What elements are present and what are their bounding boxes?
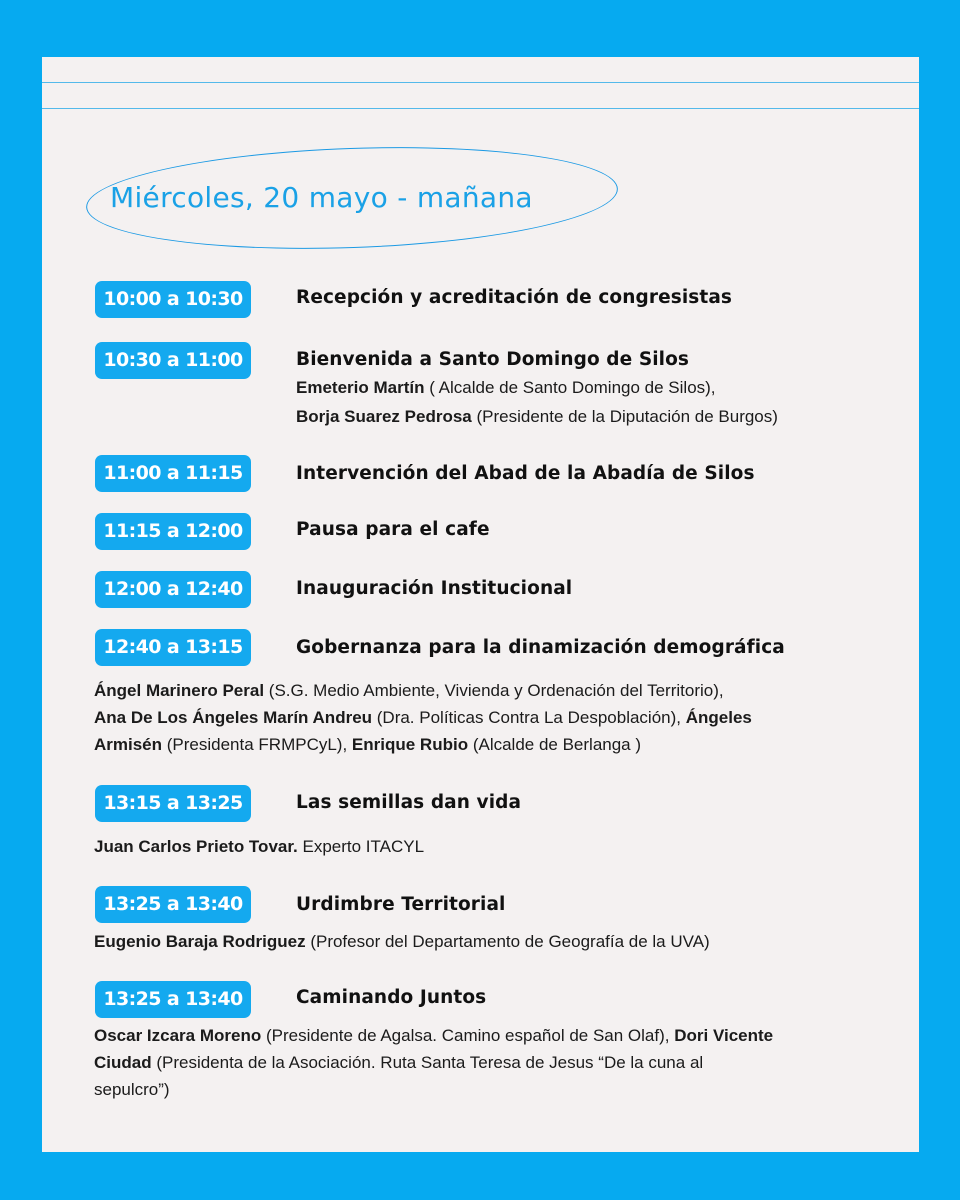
session-title: Caminando Juntos [296,987,487,1008]
speaker-role: (Dra. Políticas Contra La Despoblación), [372,708,686,727]
session-title: Intervención del Abad de la Abadía de Silos [296,463,755,484]
time-badge: 10:30 a 11:00 [95,342,251,379]
speaker-name: Eugenio Baraja Rodriguez [94,932,306,951]
speaker-line [94,834,424,860]
session-title: Inauguración Institucional [296,578,573,599]
speaker-role: (Profesor del Departamento de Geografía de la UVA) [305,932,710,951]
time-badge: 12:00 a 12:40 [95,571,251,608]
session-title: Pausa para el cafe [296,519,490,540]
time-badge: 11:15 a 12:00 [95,513,251,550]
session-title: Recepción y acreditación de congresistas [296,287,733,308]
second-divider [42,108,919,109]
speaker-name: Enrique Rubio [351,735,469,754]
speaker-name: Oscar Izcara Moreno [94,1026,262,1045]
top-divider [42,82,919,83]
time-badge: 12:40 a 13:15 [95,629,251,666]
session-title: Las semillas dan vida [296,792,522,813]
session-title: Urdimbre Territorial [296,894,506,915]
session-title: Gobernanza para la dinamización demográfica [296,637,785,658]
speaker-name: Armisén [94,735,163,754]
speaker-line [94,732,641,758]
speaker-line [94,678,724,704]
time-badge: 13:25 a 13:40 [95,981,251,1018]
speaker-role: (Presidente de Agalsa. Camino español de San Olaf), [261,1026,675,1045]
time-badge: 13:15 a 13:25 [95,785,251,822]
speaker-line [94,1023,773,1049]
speaker-role: (Presidente de la Diputación de Burgos) [471,407,778,426]
speaker-line [94,1050,703,1076]
speaker-line [94,1077,170,1103]
speaker-name: Juan Carlos Prieto Tovar. [94,837,298,856]
speaker-name: Dori Vicente [674,1026,774,1045]
speaker-role: (Alcalde de Berlanga ) [468,735,642,754]
speaker-role: (Presidenta FRMPCyL), [162,735,352,754]
day-title: Miércoles, 20 mayo - mañana [110,181,533,214]
speaker-role: sepulcro”) [94,1080,170,1099]
speaker-name: Ciudad [94,1053,152,1072]
speaker-line [296,404,778,430]
session-title: Bienvenida a Santo Domingo de Silos [296,349,690,370]
speaker-name: Ángel Marinero Peral [94,681,265,700]
speaker-name: Ana De Los Ángeles Marín Andreu [94,708,373,727]
speaker-name: Ángeles [685,708,752,727]
speaker-line [296,375,716,401]
speaker-name: Borja Suarez Pedrosa [296,407,472,426]
speaker-role: (S.G. Medio Ambiente, Vivienda y Ordenación del Territorio), [264,681,724,700]
speaker-role: ( Alcalde de Santo Domingo de Silos), [424,378,716,397]
time-badge: 13:25 a 13:40 [95,886,251,923]
speaker-role: Experto ITACYL [297,837,425,856]
agenda-card [42,57,919,1152]
time-badge: 10:00 a 10:30 [95,281,251,318]
speaker-line [94,705,752,731]
speaker-role: (Presidenta de la Asociación. Ruta Santa Teresa de Jesus “De la cuna al [151,1053,704,1072]
speaker-line [94,929,710,955]
speaker-name: Emeterio Martín [296,378,425,397]
time-badge: 11:00 a 11:15 [95,455,251,492]
